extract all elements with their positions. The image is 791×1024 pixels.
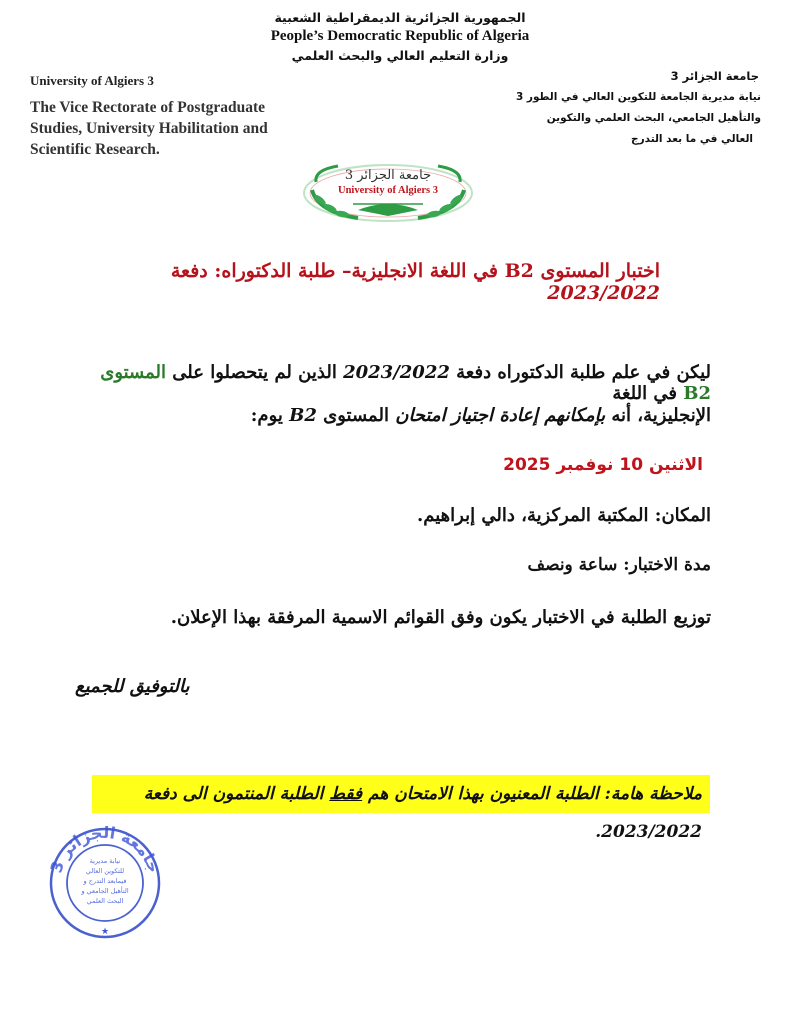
- announcement-text: الإنجليزية، أنه: [605, 405, 711, 426]
- title-text: اختبار المستوى B2 في اللغة الانجليزية– طلبة الدكتوراه: دفعة: [170, 260, 660, 282]
- logo-english-text: University of Algiers 3: [337, 185, 439, 196]
- stamp-ring-text: جامعة الجزائر 3: [46, 826, 164, 876]
- announcement-text: يوم:: [250, 405, 290, 426]
- vice-rectorate-line-3: Scientific Research.: [30, 141, 160, 158]
- ministry-arabic: وزارة التعليم العالي والبحث العلمي: [291, 48, 509, 63]
- announcement-line-2: [71, 405, 711, 426]
- announcement-text: الذين لم يتحصلوا على: [166, 362, 344, 383]
- note-emphasis: فقط: [329, 784, 363, 804]
- university-block-english: [30, 73, 290, 160]
- university-block-arabic: [511, 66, 761, 150]
- republic-english: People’s Democratic Republic of Algeria: [270, 28, 530, 44]
- logo-arabic-text: جامعة الجزائر 3: [344, 168, 432, 183]
- retake-phrase: بإمكانهم إعادة اجتياز امتحان: [395, 405, 606, 426]
- announcement-text: المستوى: [316, 405, 396, 426]
- stamp-line: التأهيل الجامعي و: [81, 887, 129, 895]
- university-name: University of Algiers 3: [30, 73, 154, 88]
- important-note: [92, 775, 710, 842]
- vice-rectorate-ar-line-1: نيابة مديرية الجامعة للتكوين العالي في الطور 3: [515, 91, 761, 103]
- exam-date: الاثنين 10 نوفمبر 2025: [503, 455, 703, 475]
- republic-arabic: الجمهورية الجزائرية الديمقراطية الشعبية: [274, 10, 526, 25]
- level-highlight: المستوى B2: [100, 362, 711, 404]
- level-code: B2: [289, 405, 317, 426]
- vice-rectorate-ar-line-3: العالي في ما بعد التدرج: [631, 133, 753, 145]
- stamp-line: فيمابعد التدرج و: [83, 877, 127, 885]
- announcement-text: ليكن في علم طلبة الدكتوراه دفعة: [449, 362, 711, 383]
- vice-rectorate-line-2: Studies, University Habilitation and: [30, 120, 268, 137]
- note-text: ملاحظة هامة: الطلبة المعنيون بهذا الامتحان هم: [362, 784, 702, 804]
- stamp-line: للتكوين العالي: [85, 867, 125, 875]
- title-year: 2023/2022: [547, 282, 660, 304]
- university-logo: [298, 160, 478, 228]
- closing-wish: بالتوفيق للجميع: [75, 676, 190, 697]
- stamp-inner-text: [75, 856, 135, 906]
- stamp-line: نيابة مديرية: [89, 857, 121, 865]
- document-title: [90, 260, 660, 304]
- stamp-line: البحث العلمي: [86, 897, 124, 905]
- vice-rectorate-line-1: The Vice Rectorate of Postgraduate: [30, 99, 266, 116]
- student-distribution: توزيع الطلبة في الاختبار يكون وفق القوائم الاسمية المرفقة بهذا الإعلان.: [170, 607, 711, 628]
- cohort-year: 2023/2022: [343, 362, 450, 383]
- exam-place: المكان: المكتبة المركزية، دالي إبراهيم.: [416, 505, 711, 526]
- svg-text:★: ★: [100, 927, 110, 937]
- university-name-arabic: جامعة الجزائر 3: [670, 69, 759, 83]
- announcement-line-1: [71, 362, 711, 404]
- announcement-text: في اللغة: [612, 383, 684, 404]
- note-text: الطلبة المنتمون الى دفعة 2023/2022.: [143, 784, 702, 842]
- official-stamp: [40, 826, 170, 941]
- exam-duration: مدة الاختبار: ساعة ونصف: [527, 555, 711, 575]
- vice-rectorate-ar-line-2: والتأهيل الجامعي، البحث العلمي والتكوين: [546, 112, 761, 124]
